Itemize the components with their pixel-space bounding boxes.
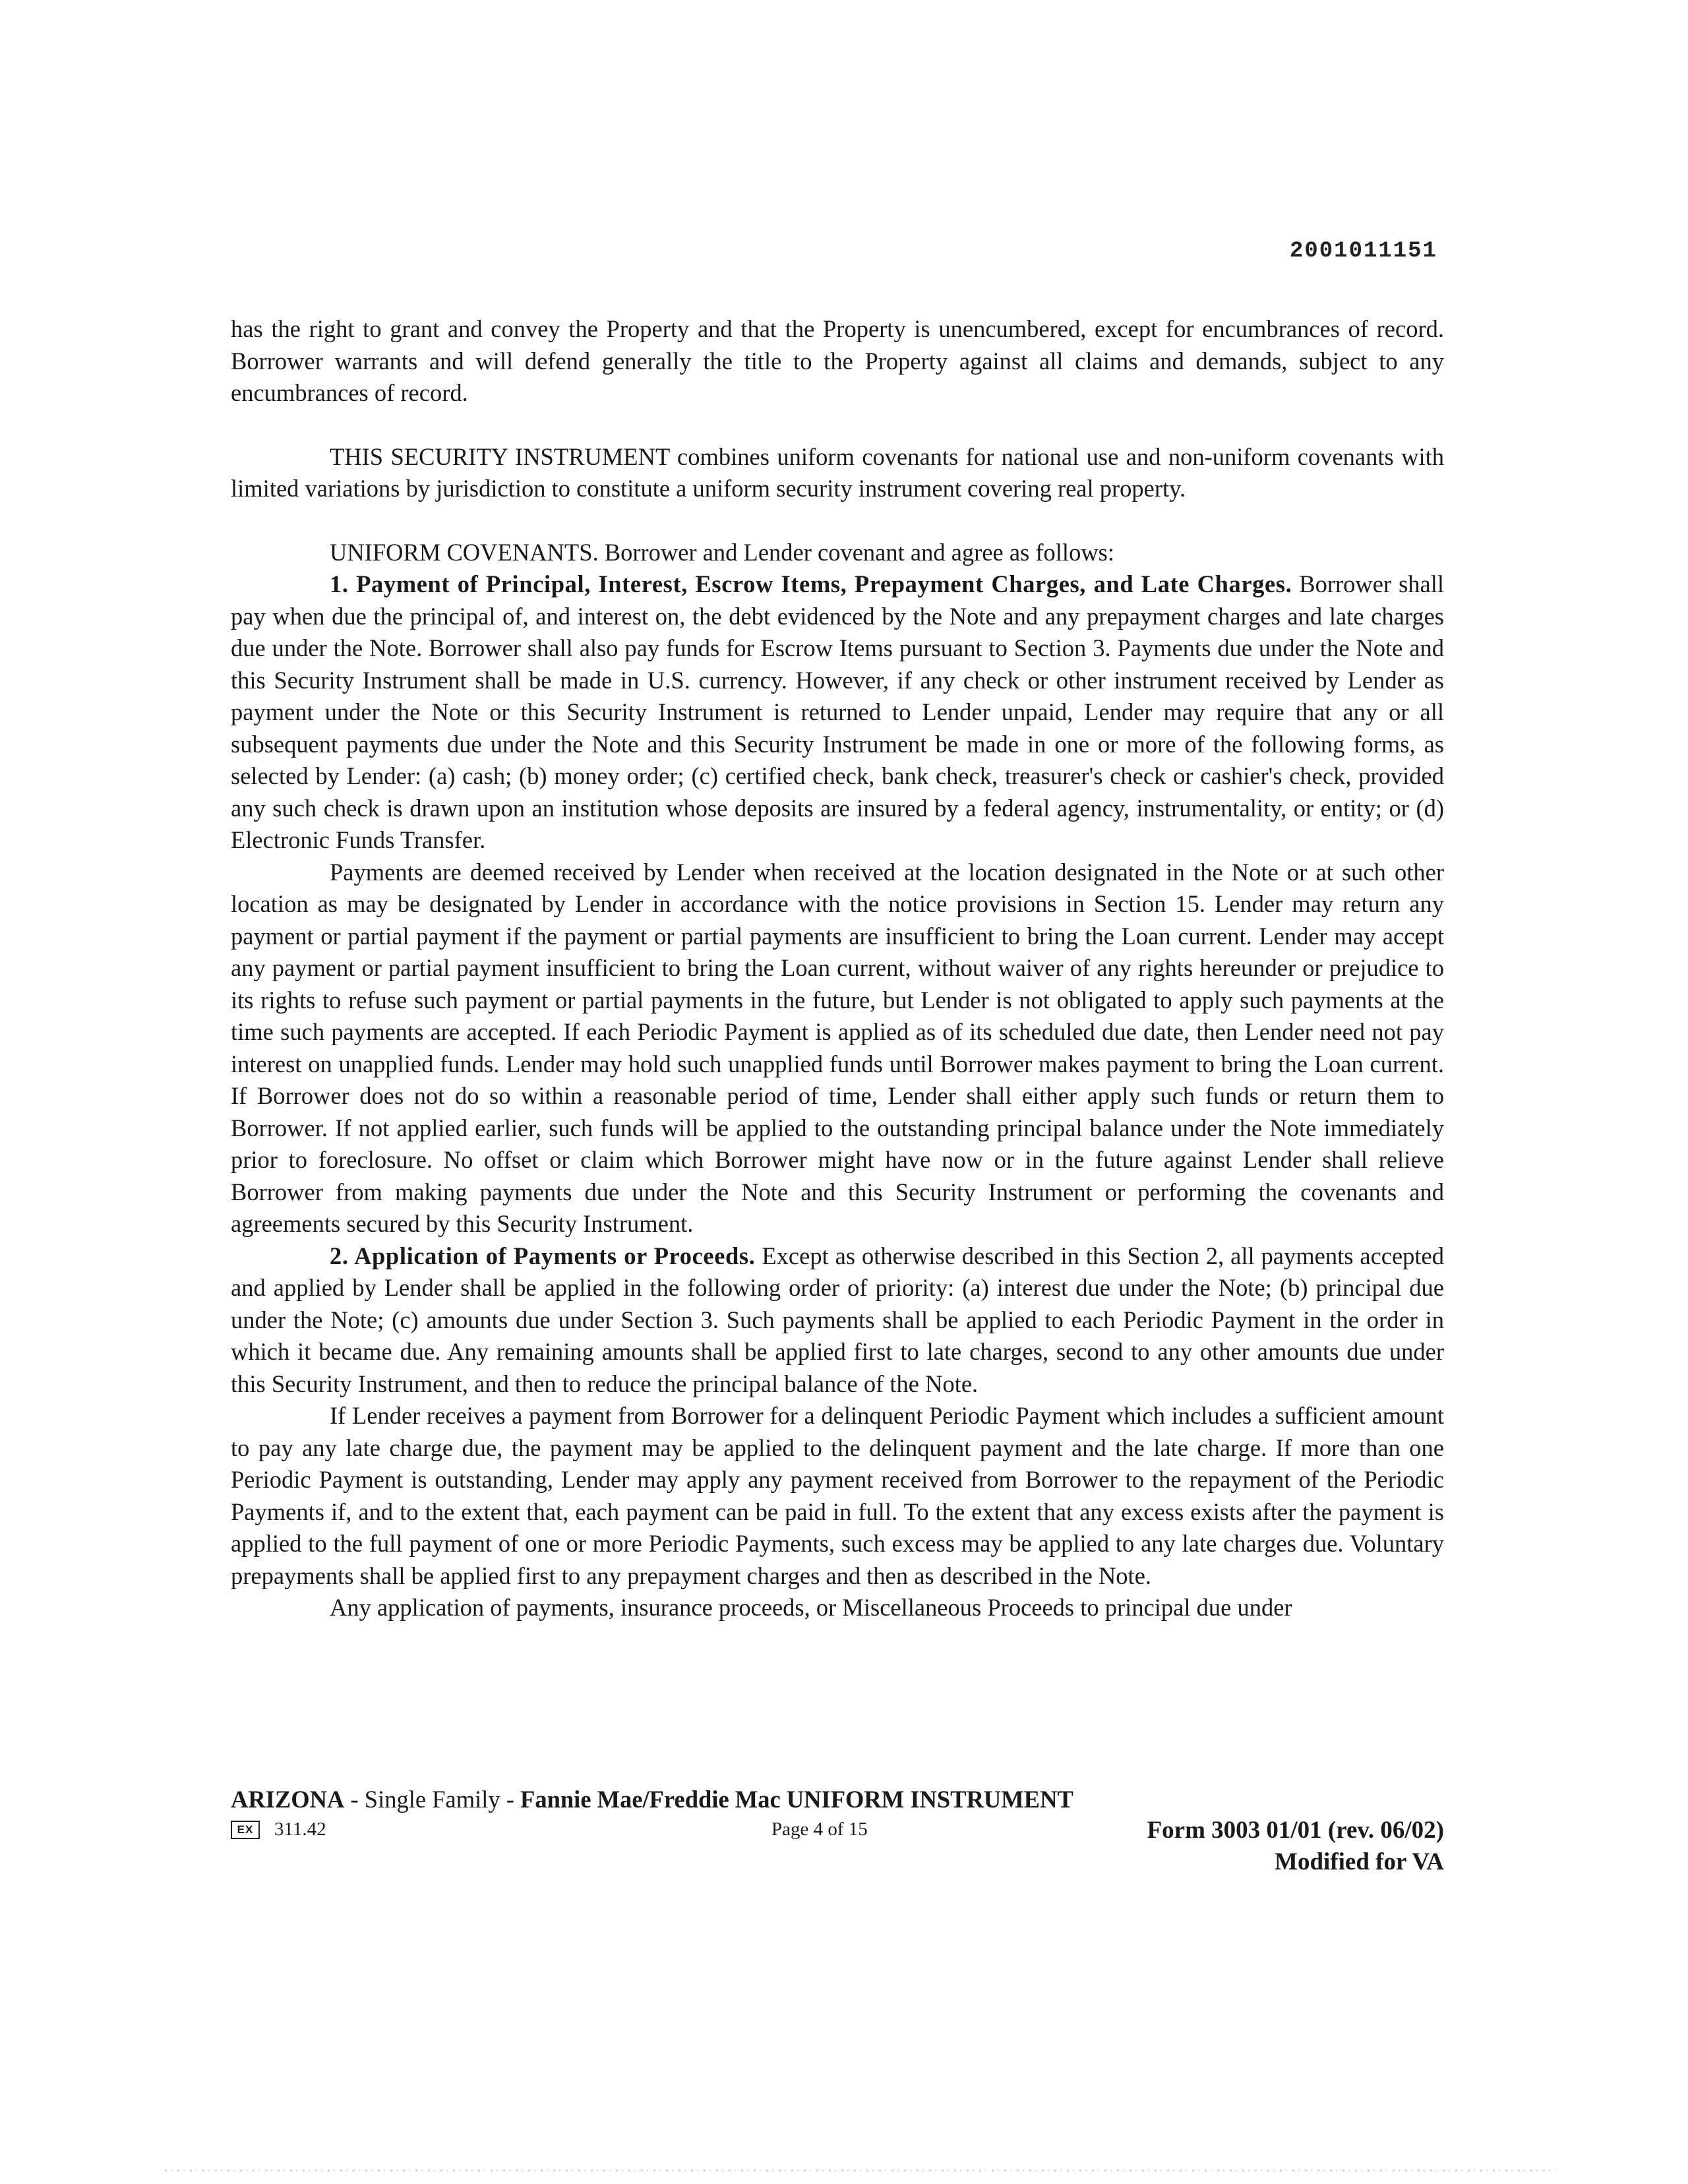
form-number: Form 3003 01/01 (rev. 06/02) [1147, 1817, 1444, 1844]
scan-artifact-line [165, 2169, 1556, 2171]
document-number: 2001011151 [1289, 239, 1437, 264]
paragraph-security-instrument: THIS SECURITY INSTRUMENT combines uniform covenants for national use and non-uniform covenants with limited variations by jurisdiction to constitute a uniform security instrument covering real property. [231, 442, 1444, 502]
section-1-heading: 1. Payment of Principal, Interest, Escrow Items, Prepayment Charges, and Late Charges. [330, 570, 1292, 597]
paragraph-uniform-covenants: UNIFORM COVENANTS. Borrower and Lender covenant and agree as follows: [330, 538, 1115, 566]
form-code [231, 1819, 326, 1840]
paragraph-delinquent-payment: If Lender receives a payment from Borrower for a delinquent Periodic Payment which includes a sufficient amount to pay any late charge due, the payment may be applied to the delinquent payment and the late charge. If more than one Periodic Payment is outstanding, Lender may apply any payment received from Borrower to the repayment of the Periodic Payments if, and to the extent that, each payment can be paid in full. To the extent that any excess exists after the payment is applied to the full payment of one or more Periodic Payments, such excess may be applied to any late charges due. Voluntary prepayments shall be applied first to any prepayment charges and then as described in the Note. [231, 1402, 1444, 1589]
form-identifier [1147, 1815, 1444, 1878]
page-indicator: Page 4 of 15 [771, 1819, 868, 1840]
form-footer [231, 1784, 1444, 1875]
document-body [231, 313, 1444, 1624]
footer-family: - Single Family - [344, 1786, 521, 1813]
footer-instrument: Fannie Mae/Freddie Mac UNIFORM INSTRUMENT [520, 1786, 1073, 1813]
paragraph-payments-received: Payments are deemed received by Lender when received at the location designated in the Note or at such other location as may be designated by Lender in accordance with the notice provisions in Section 15. Lender may return any payment or partial payment if the payment or partial payments are insufficient to bring the Loan current. Lender may accept any payment or partial payment insufficient to bring the Loan current, without waiver of any rights hereunder or prejudice to its rights to refuse such payment or partial payments in the future, but Lender is not obligated to apply such payments at the time such payments are accepted. If each Periodic Payment is applied as of its scheduled due date, then Lender need not pay interest on unapplied funds. Lender may hold such unapplied funds until Borrower makes payment to bring the Loan current. If Borrower does not do so within a reasonable period of time, Lender shall either apply such funds or return them to Borrower. If not applied earlier, such funds will be applied to the outstanding principal balance under the Note immediately prior to foreclosure. No offset or claim which Borrower might have now or in the future against Lender shall relieve Borrower from making payments due under the Note and this Security Instrument or performing the covenants and agreements secured by this Security Instrument. [231, 858, 1444, 1237]
form-modified: Modified for VA [1275, 1848, 1444, 1875]
footer-state: ARIZONA [231, 1786, 345, 1813]
footer-instrument-line [231, 1784, 1444, 1815]
section-2-body: Except as otherwise described in this Section 2, all payments accepted and applied by Lender shall be applied in the following order of priority: (a) interest due under the Note; (b) principal due under the Note; (c) amounts due under Section 3. Such payments shall be applied to each Periodic Payment in the order in which it became due. Any remaining amounts shall be applied first to late charges, second to any other amounts due under this Security Instrument, and then to reduce the principal balance of the Note. [231, 1242, 1445, 1397]
section-1-body: Borrower shall pay when due the principal of, and interest on, the debt evidenced by the Note and any prepayment charges and late charges due under the Note. Borrower shall also pay funds for Escrow Items pursuant to Section 3. Payments due under the Note and this Security Instrument shall be made in U.S. currency. However, if any check or other instrument received by Lender as payment under the Note or this Security Instrument is returned to Lender unpaid, Lender may require that any or all subsequent payments due under the Note and this Security Instrument be made in one or more of the following forms, as selected by Lender: (a) cash; (b) money order; (c) certified check, bank check, treasurer's check or cashier's check, provided any such check is drawn upon an institution whose deposits are insured by a federal agency, instrumentality, or entity; or (d) Electronic Funds Transfer. [231, 570, 1445, 853]
form-code-number: 311.42 [274, 1819, 326, 1840]
paragraph-title-warranty: has the right to grant and convey the Property and that the Property is unencumbered, except for encumbrances of record. Borrower warrants and will defend generally the title to the Property against all claims and demands, subject to any encumbrances of record. [231, 315, 1444, 406]
section-1-payment [231, 568, 1444, 857]
section-2-application [231, 1240, 1444, 1401]
ex-logo-icon: EX [231, 1821, 260, 1839]
section-2-heading: 2. Application of Payments or Proceeds. [330, 1242, 756, 1269]
paragraph-application-of-payments: Any application of payments, insurance proceeds, or Miscellaneous Proceeds to principal due under [330, 1594, 1292, 1621]
footer-row [231, 1815, 1444, 1875]
